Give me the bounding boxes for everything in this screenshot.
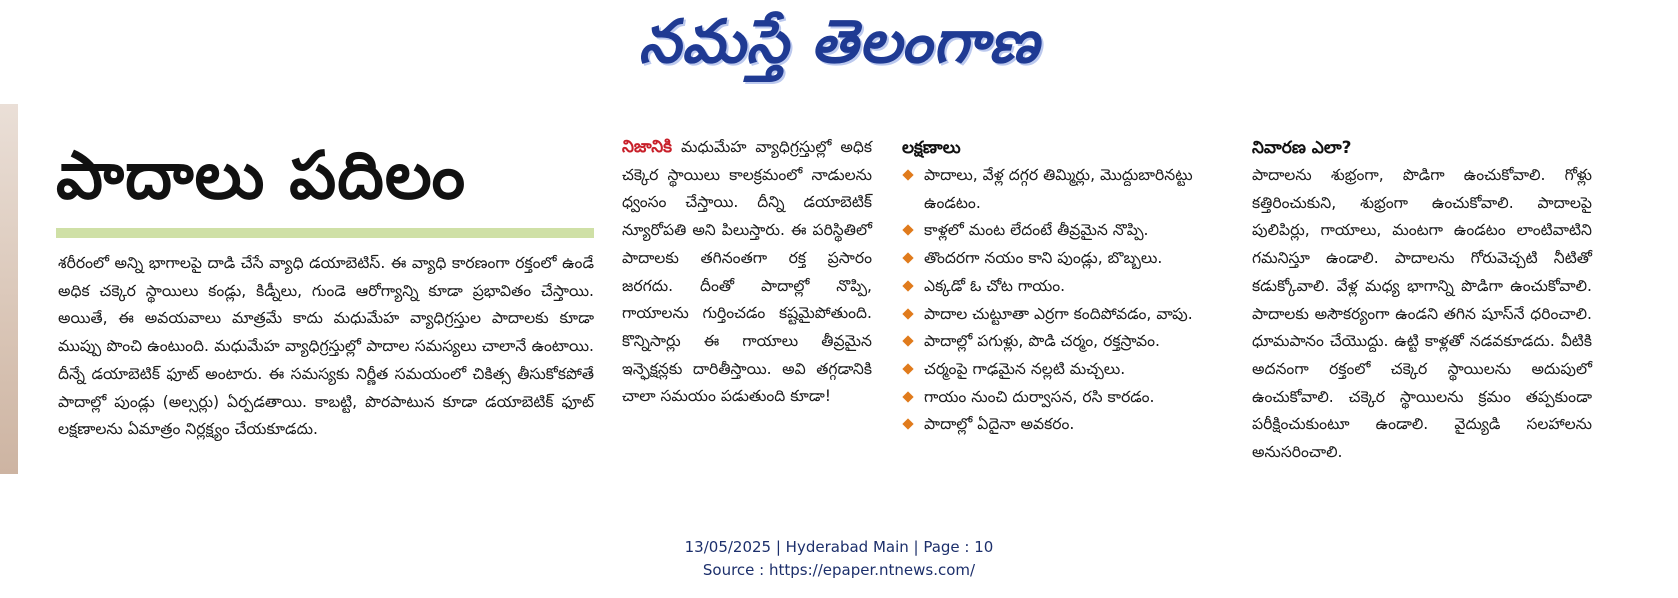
article-column-2 [622,134,872,411]
prevention-text: పాదాలను శుభ్రంగా, పొడిగా ఉంచుకోవాలి. గోళ్లు కత్తిరించుకుని, శుభ్రంగా ఉంచుకోవాలి. పాదాలపై పులిపిర్లు, గాయాలు, మంటగా ఉండటం లాంటివాటిని గమనిస్తూ ఉండాలి. పాదాలను గోరువెచ్చటి నీటితో కడుక్కోవాలి. వేళ్ల మధ్య భాగాన్ని పొడిగా ఉంచుకోవాలి. పాదాలకు అసౌకర్యంగా ఉండని తగిన షూస్‌నే ధరించాలి. ధూమపానం చేయొద్దు. ఉట్టి కాళ్లతో నడవకూడదు. వీటికి అదనంగా రక్తంలో చక్కెర స్థాయిలను అదుపులో ఉంచుకోవాలి. చక్కెర స్థాయిలను క్రమం తప్పకుండా పరీక్షించుకుంటూ ఉండాలి. వైద్యుడి సలహాలను అనుసరించాలి. [1252,166,1592,462]
headline-underline [56,228,594,238]
symptoms-list [902,162,1242,439]
list-item: కాళ్లలో మంట లేదంటే తీవ్రమైన నొప్పి. [902,217,1242,245]
photo-edge [0,104,18,474]
edition-info: 13/05/2025 | Hyderabad Main | Page : 10 [684,538,994,556]
source-link[interactable]: Source : https://epaper.ntnews.com/ [702,561,976,579]
list-item: గాయం నుంచి దుర్వాసన, రసి కారడం. [902,384,1242,412]
newspaper-logo: నమస్తే తెలంగాణ [638,7,1040,77]
article-headline: పాదాలు పదిలం [56,137,467,214]
diamond-bullet-icon [902,169,913,180]
page-footer [0,536,1678,582]
symptoms-heading: లక్షణాలు [902,138,961,158]
article-clipping [0,104,1620,474]
lead-word: నిజానికి [622,137,672,157]
list-item: పాదాల్లో ఏదైనా అవకరం. [902,411,1242,439]
diamond-bullet-icon [902,363,913,374]
list-item: పాదాలు, వేళ్ల దగ్గర తిమ్మిర్లు, మొద్దుబారినట్టు ఉండటం. [902,162,1242,217]
diamond-bullet-icon [902,252,913,263]
list-item: పాదాల్లో పగుళ్లు, పొడి చర్మం, రక్తస్రావం. [902,328,1242,356]
diamond-bullet-icon [902,419,913,430]
diamond-bullet-icon [902,280,913,291]
masthead [0,0,1678,96]
list-item: పాదాల చుట్టూతా ఎర్రగా కందిపోవడం, వాపు. [902,301,1242,329]
diamond-bullet-icon [902,391,913,402]
prevention-heading: నివారణ ఎలా? [1252,138,1352,158]
prevention-column [1252,134,1592,467]
column-2-text: మధుమేహ వ్యాధిగ్రస్తుల్లో అధిక చక్కెర స్థాయిలు కాలక్రమంలో నాడులను ధ్వంసం చేస్తాయి. దీన్ని డయాబెటిక్ న్యూరోపతి అని పిలుస్తారు. ఈ పరిస్థితిలో పాదాలకు తగినంతగా రక్త ప్రసారం జరగదు. దీంతో పాదాల్లో నొప్పి, గాయాలను గుర్తించడం కష్టమైపోతుంది. కొన్నిసార్లు ఈ గాయాలు తీవ్రమైన ఇన్ఫెక్షన్లకు దారితీస్తాయి. అవి తగ్గడానికి చాలా సమయం పడుతుంది కూడా! [622,138,872,406]
diamond-bullet-icon [902,336,913,347]
list-item: చర్మంపై గాఢమైన నల్లటి మచ్చలు. [902,356,1242,384]
list-item: ఎక్కడో ఓ చోట గాయం. [902,273,1242,301]
article-intro: శరీరంలో అన్ని భాగాలపై దాడి చేసే వ్యాధి డయాబెటిస్. ఈ వ్యాధి కారణంగా రక్తంలో ఉండే అధిక చక్కెర స్థాయిలు కండ్లు, కిడ్నీలు, గుండె ఆరోగ్యాన్ని కూడా ప్రభావితం చేస్తాయి. అయితే, ఈ అవయవాలు మాత్రమే కాదు మధుమేహ వ్యాధిగ్రస్తుల పాదాలకు కూడా ముప్పు పొంచి ఉంటుంది. మధుమేహ వ్యాధిగ్రస్తుల్లో పాదాల సమస్యలు చాలానే ఉంటాయి. దీన్నే డయాబెటిక్ ఫూట్ అంటారు. ఈ సమస్యకు నిర్ణీత సమయంలో చికిత్స తీసుకోకపోతే పాదాల్లో పుండ్లు (అల్సర్లు) ఏర్పడతాయి. కాబట్టి, పొరపాటున కూడా డయాబెటిక్ ఫూట్ లక్షణాలను ఏమాత్రం నిర్లక్ష్యం చేయకూడదు. [58,254,594,439]
diamond-bullet-icon [902,225,913,236]
symptoms-column [902,134,1242,439]
diamond-bullet-icon [902,308,913,319]
list-item: తొందరగా నయం కాని పుండ్లు, బొబ్బలు. [902,245,1242,273]
